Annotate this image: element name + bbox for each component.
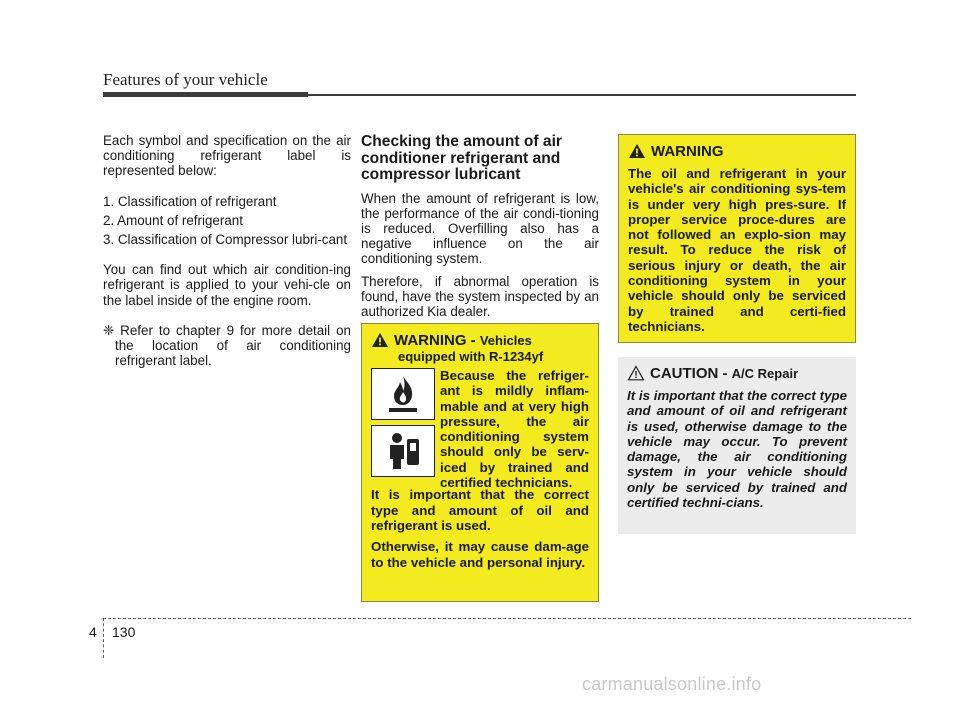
warning-title: WARNING [651,143,724,160]
section-heading: Checking the amount of air conditioner refrigerant and compressor lubricant [361,133,563,183]
warning-triangle-icon [628,143,646,159]
refrigerant-label-list [103,194,351,248]
warning-oil-text: The oil and refrigerant in your vehicle's air conditioning sys-tem is under very high pres-sure. If proper service proce-dures are not followed an explo-sion may result. To reduce the risk of serious injury or death, the air conditioning system in your vehicle should only be serviced by trained and certi-fied technicians. [628,166,846,334]
header-bar-accent [103,92,308,97]
list-item: 3. Classification of Compressor lubri-cant [103,232,348,248]
warning-injury-text: Otherwise, it may cause dam-age to the vehicle and personal injury. [371,539,589,570]
warning-triangle-icon [371,332,389,348]
list-item: 1. Classification of refrigerant [103,193,277,209]
caution-triangle-icon [627,365,645,381]
header-rule [308,94,856,96]
list-item: 2. Amount of refrigerant [103,212,243,228]
intro-paragraph: Each symbol and specification on the air conditioning refrigerant label is represented below: [103,133,351,179]
flame-pictogram-icon [371,368,435,420]
warning-box-oil-pressure [618,134,856,343]
warning-subtitle: equipped with R-1234yf [398,349,544,364]
footer-divider [103,618,104,658]
page-header-title: Features of your vehicle [103,70,268,89]
refrigerant-paragraph: When the amount of refrigerant is low, the performance of the air condi-tioning is reduced. Overfilling also has a negative influence on the air conditioning system. [361,190,599,267]
caution-box-ac-repair [618,357,856,534]
caution-heading [627,365,847,382]
caution-title: CAUTION - A/C Repair [650,365,799,382]
warning-title: WARNING - Vehicles [394,332,532,349]
chapter-number: 4 [89,624,97,640]
middle-column [361,134,599,319]
left-column [103,133,351,368]
pictogram-column [371,368,435,490]
pictogram-row [371,368,589,490]
caution-text: It is important that the correct type and amount of oil and refrigerant is used, otherwise damage to the vehicle may occur. To prevent damage, the air conditioning system in your vehicle should only be serviced by trained and certified techni-cians. [627,388,847,511]
warning-oil-type-text: It is important that the correct type and amount of oil and refrigerant is used. [371,487,589,533]
warning-box-r1234yf [361,323,599,602]
warning-heading [371,332,589,349]
inspection-paragraph: Therefore, if abnormal operation is found, have the system inspected by an authorized Kia dealer. [361,273,599,319]
warning-heading [628,143,846,160]
label-location-paragraph: You can find out which air condition-ing refrigerant is applied to your vehi-cle on the label inside of the engine room. [103,262,351,308]
page-number: 130 [112,624,136,640]
chapter-reference-note: ❈ Refer to chapter 9 for more detail on the location of air conditioning refrigerant label. [103,322,351,369]
watermark: carmanualsonline.info [582,674,762,694]
footer-rule [103,618,911,619]
technician-pictogram-icon [371,425,435,477]
warning-side-text: Because the refriger-ant is mildly inflam-mable and at very high pressure, the air conditioning system should only be serv-iced by trained and certified technicians. [440,368,589,491]
